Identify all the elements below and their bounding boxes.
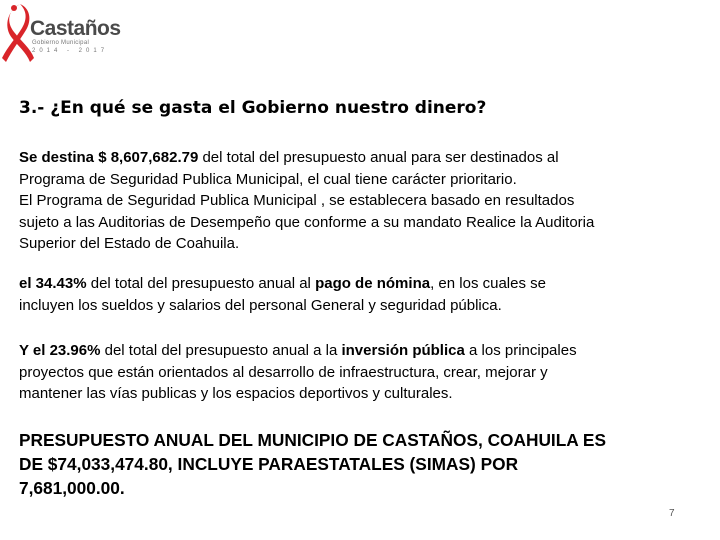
paragraph-text: sujeto a las Auditorias de Desempeño que conforme a su mandato Realice la Auditoria (19, 213, 595, 231)
investment-highlight: inversión pública (341, 342, 465, 359)
annual-budget-summary (19, 428, 719, 500)
page-title: 3.- ¿En qué se gasta el Gobierno nuestro dinero? (19, 98, 487, 118)
paragraph-security-budget (19, 147, 719, 255)
paragraph-text: Programa de Seguridad Publica Municipal, el cual tiene carácter prioritario. (19, 170, 517, 188)
paragraph-text: del total del presupuesto anual para ser destinados al (198, 149, 559, 166)
paragraph-text: a los principales (464, 342, 577, 359)
paragraph-text: incluyen los sueldos y salarios del personal General y seguridad pública. (19, 296, 502, 314)
paragraph-text: , en los cuales se (430, 275, 546, 292)
paragraph-payroll (19, 273, 719, 316)
paragraph-text: del total del presupuesto anual al (86, 275, 316, 292)
paragraph-text: Superior del Estado de Coahuila. (19, 235, 240, 252)
castanos-logo (0, 0, 130, 90)
logo-name: Castaños (30, 17, 121, 40)
paragraph-text: proyectos que están orientados al desarrollo de infraestructura, crear, mejorar y (19, 363, 548, 381)
paragraph-text: del total del presupuesto anual a la (100, 342, 342, 359)
page-number: 7 (669, 508, 675, 519)
paragraph-text: mantener las vías publicas y los espacios deportivos y culturales. (19, 385, 453, 402)
investment-percentage: Y el 23.96% (19, 342, 101, 359)
payroll-percentage: el 34.43% (19, 275, 87, 292)
paragraph-public-investment (19, 340, 719, 405)
summary-line: PRESUPUESTO ANUAL DEL MUNICIPIO DE CASTAÑOS, COAHUILA ES (19, 430, 606, 450)
paragraph-text: El Programa de Seguridad Publica Municipal , se establecera basado en resultados (19, 192, 575, 209)
payroll-highlight: pago de nómina (315, 275, 431, 292)
security-amount: Se destina $ 8,607,682.79 (19, 149, 199, 166)
summary-line: DE $74,033,474.80, INCLUYE PARAESTATALES (SIMAS) POR (19, 454, 519, 474)
logo-years: 2014 - 2017 (32, 48, 109, 54)
summary-line: 7,681,000.00. (19, 478, 125, 498)
logo-subtitle: Gobierno Municipal (32, 40, 90, 46)
